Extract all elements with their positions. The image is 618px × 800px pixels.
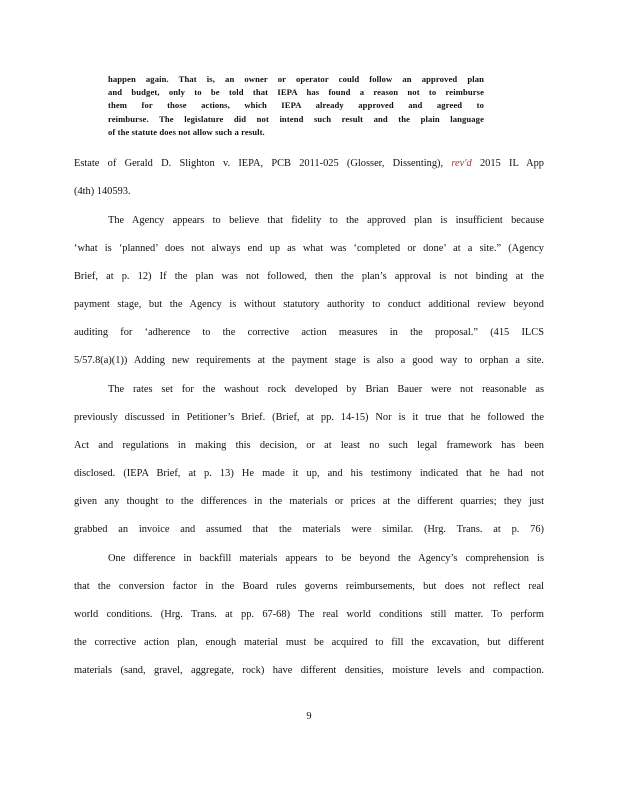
page-number: 9 [306,711,312,722]
paragraph-line: grabbed an invoice and assumed that the materials were similar. (Hrg. Trans. at p. 76) [74,524,544,535]
paragraph-line: given any thought to the differences in the materials or prices at the different quarries; they just [74,496,544,507]
paragraph-line: disclosed. (IEPA Brief, at p. 13) He made it up, and his testimony indicated that he had not [74,468,544,479]
paragraph-line: 5/57.8(a)(1)) Adding new requirements at the payment stage is also a good way to orphan a site. [74,355,544,366]
paragraph-line: ‘what is ‘planned’ does not always end up as what was ‘completed or done’ at a site.” (Agency [74,243,544,254]
block-quote-line: of the statute does not allow such a result. [108,126,265,137]
block-quote-line: happen again. That is, an owner or operator could follow an approved plan [108,74,484,84]
paragraph-line: The Agency appears to believe that fidelity to the approved plan is insufficient because [108,215,544,226]
citation-text: Estate of Gerald D. Slighton v. IEPA, PCB 2011-025 (Glosser, Dissenting), [74,158,444,169]
paragraph-line: previously discussed in Petitioner’s Brief. (Brief, at pp. 14-15) Nor is it true that he followed the [74,412,544,423]
paragraph-line: auditing for ‘adherence to the corrective action measures in the proposal.” (415 ILCS [74,327,544,338]
paragraph-line: materials (sand, gravel, aggregate, rock) have different densities, moisture levels and compaction. [74,665,544,676]
block-quote-line: and budget, only to be told that IEPA has found a reason not to reimburse [108,87,484,98]
citation-line-2: (4th) 140593. [74,186,131,197]
citation-text-after: 2015 IL App [479,158,544,169]
paragraph-line: Act and regulations in making this decision, or at least no such legal framework has been [74,440,544,451]
paragraph-line: that the conversion factor in the Board rules governs reimbursements, but does not reflect real [74,581,544,592]
block-quote-line: reimburse. The legislature did not intend such result and the plain language [108,113,484,124]
block-quote-line: them for those actions, which IEPA already approved and agreed to [108,100,484,111]
citation-revd: rev'd [451,158,472,169]
paragraph-line: payment stage, but the Agency is without statutory authority to conduct additional review beyond [74,299,544,310]
citation-line [74,157,544,171]
paragraph-line: the corrective action plan, enough material must be acquired to fill the excavation, but different [74,637,544,648]
block-quote [108,73,484,139]
paragraph-line: One difference in backfill materials appears to be beyond the Agency’s comprehension is [108,553,544,564]
paragraph-line: world conditions. (Hrg. Trans. at pp. 67-68) The real world conditions still matter. To perform [74,609,544,620]
paragraph-line: The rates set for the washout rock developed by Brian Bauer were not reasonable as [108,384,544,395]
paragraph-line: Brief, at p. 12) If the plan was not followed, then the plan’s approval is not binding at the [74,271,544,282]
